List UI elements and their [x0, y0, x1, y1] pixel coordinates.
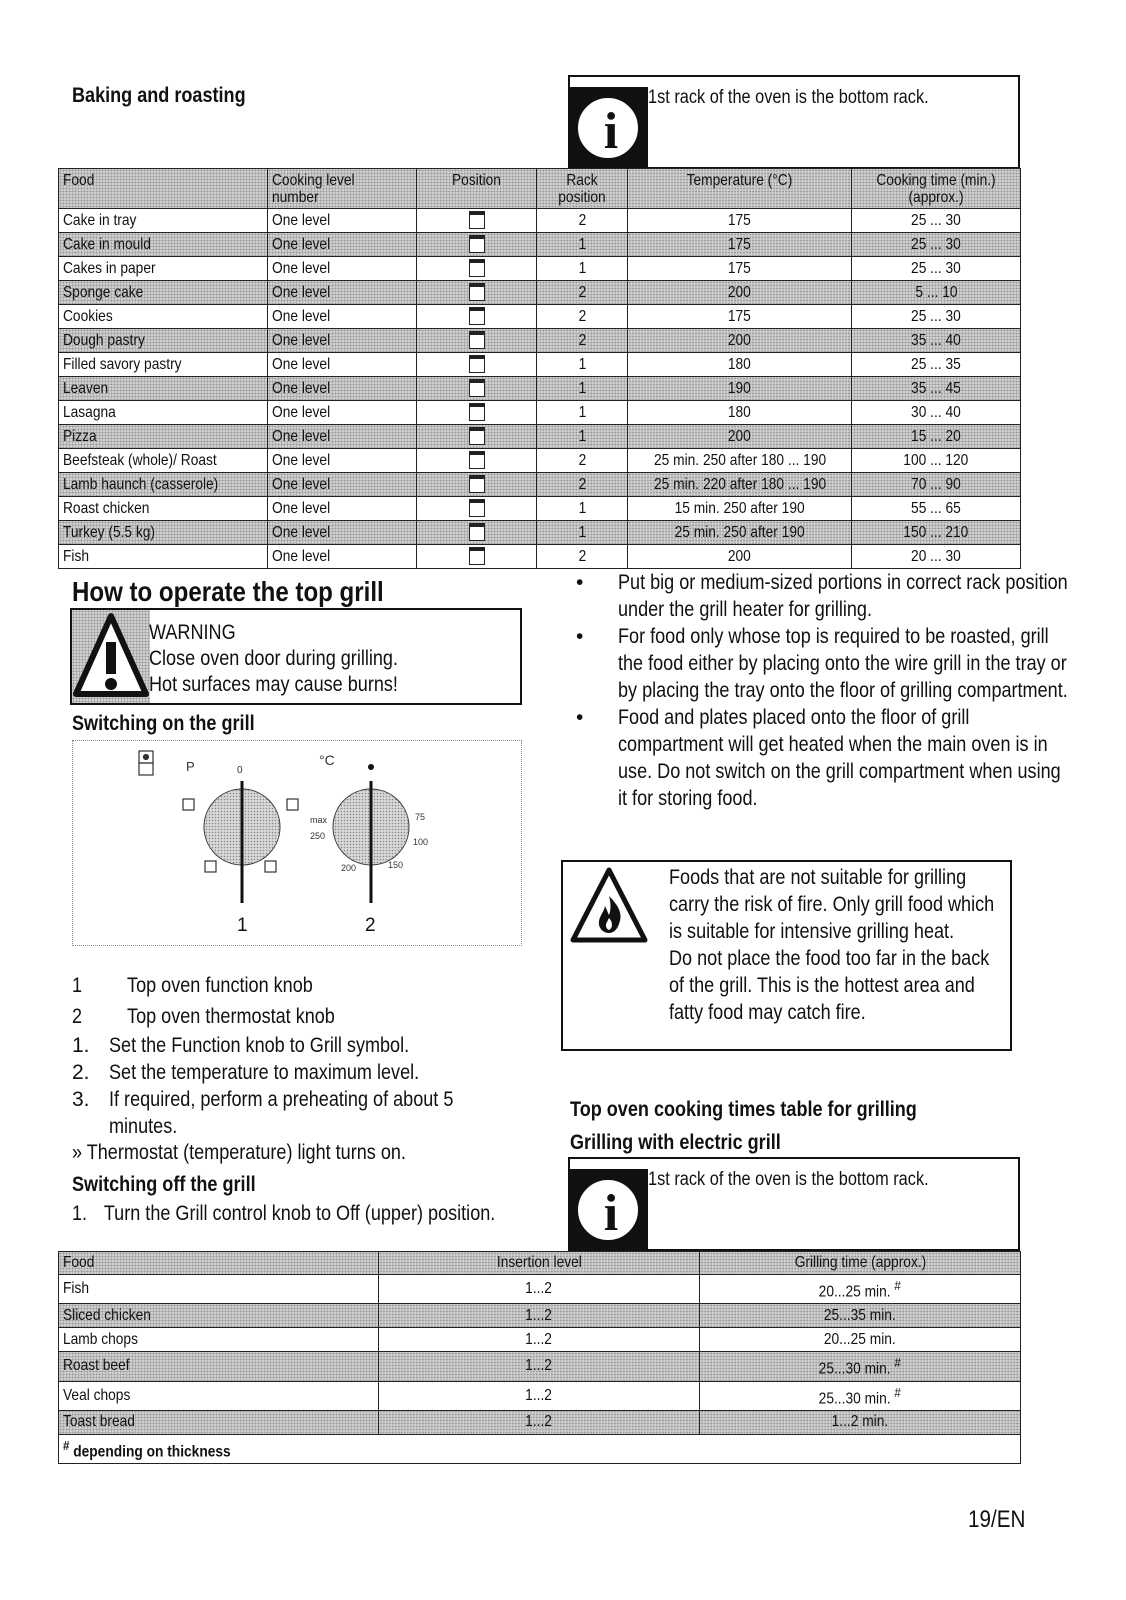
cell-time: 25...30 min. #: [700, 1352, 1021, 1381]
cell-level: One level: [267, 353, 416, 377]
switch-off-heading: Switching off the grill: [72, 1173, 256, 1196]
cell-position: [416, 425, 536, 449]
baking-heading: Baking and roasting: [72, 84, 246, 107]
oven-symbol-icon: [139, 751, 153, 775]
table-row: [59, 425, 1021, 449]
header-position: Position: [416, 169, 536, 209]
bullet-item: • Put big or medium-sized portions in correct rack position under the grill heater for grilling.: [576, 571, 1068, 621]
cell-temperature: 175: [628, 305, 852, 329]
table-row: [59, 1328, 1021, 1352]
table-row: [59, 209, 1021, 233]
label-75: 75: [415, 812, 426, 822]
cell-food: Cookies: [59, 305, 268, 329]
thermostat-knob-icon: [333, 781, 409, 903]
cell-temperature: 25 min. 250 after 190: [628, 521, 852, 545]
label-p: P: [186, 759, 195, 774]
cell-temperature: 200: [628, 425, 852, 449]
rack-position-icon: [469, 211, 485, 229]
cell-food: Sliced chicken: [59, 1304, 379, 1328]
cell-time: 25...30 min. #: [700, 1381, 1021, 1410]
footnote-row: [59, 1434, 1021, 1463]
cell-rack: 2: [537, 545, 628, 569]
cell-temperature: 180: [628, 353, 852, 377]
cell-level: One level: [267, 305, 416, 329]
table-row: [59, 1352, 1021, 1381]
cell-food: Roast beef: [59, 1352, 379, 1381]
cell-food: Roast chicken: [59, 497, 268, 521]
fire-warning-box: [561, 860, 1012, 1051]
label-200: 200: [341, 863, 357, 873]
header-food: Food: [59, 1252, 379, 1275]
warning-box: [70, 608, 522, 705]
info-text: 1st rack of the oven is the bottom rack.: [648, 87, 929, 108]
header-cooking-level: Cooking level number: [267, 169, 416, 209]
cell-level: One level: [267, 329, 416, 353]
cell-position: [416, 521, 536, 545]
rack-position-icon: [469, 523, 485, 541]
legend-item: 2 Top oven thermostat knob: [72, 1005, 335, 1028]
cell-position: [416, 281, 536, 305]
cell-rack: 2: [537, 305, 628, 329]
cell-level: One level: [267, 401, 416, 425]
cell-level: One level: [267, 377, 416, 401]
cell-temperature: 25 min. 250 after 180 ... 190: [628, 449, 852, 473]
cell-food: Pizza: [59, 425, 268, 449]
cell-rack: 1: [537, 497, 628, 521]
cell-position: [416, 209, 536, 233]
cell-position: [416, 449, 536, 473]
cell-rack: 2: [537, 449, 628, 473]
cell-level: One level: [267, 473, 416, 497]
cell-level: 1...2: [378, 1352, 700, 1381]
table-row: [59, 257, 1021, 281]
label-2: 2: [365, 915, 376, 936]
table-row: [59, 473, 1021, 497]
cell-rack: 2: [537, 329, 628, 353]
bullet-item: • Food and plates placed onto the floor of grill compartment will get heated when the main oven is in use. Do not switch on the grill compartment when using it for storing food.: [576, 706, 1061, 810]
cell-time: 35 ... 45: [851, 377, 1020, 401]
grilling-heading-2: Grilling with electric grill: [570, 1131, 781, 1154]
table-row: [59, 329, 1021, 353]
table-row: [59, 401, 1021, 425]
cell-temperature: 200: [628, 329, 852, 353]
grilling-table: [58, 1251, 1021, 1464]
header-time: Cooking time (min.) (approx.): [851, 169, 1020, 209]
cell-position: [416, 473, 536, 497]
cell-time: 30 ... 40: [851, 401, 1020, 425]
dot-icon: [368, 764, 374, 770]
cell-level: 1...2: [378, 1304, 700, 1328]
cell-time: 1...2 min.: [700, 1410, 1021, 1434]
table-header-row: [59, 169, 1021, 209]
cell-food: Toast bread: [59, 1410, 379, 1434]
off-step: 1. Turn the Grill control knob to Off (upper) position.: [72, 1202, 496, 1225]
cell-rack: 1: [537, 521, 628, 545]
cell-temperature: 180: [628, 401, 852, 425]
label-deg: °C: [319, 752, 335, 768]
cell-time: 150 ... 210: [851, 521, 1020, 545]
label-max: max: [310, 815, 328, 825]
cell-time: 20...25 min. #: [700, 1275, 1021, 1304]
header-level: Insertion level: [378, 1252, 700, 1275]
cell-food: Turkey (5.5 kg): [59, 521, 268, 545]
cell-time: 70 ... 90: [851, 473, 1020, 497]
cell-rack: 1: [537, 353, 628, 377]
cell-temperature: 200: [628, 281, 852, 305]
cell-level: One level: [267, 449, 416, 473]
cell-rack: 1: [537, 377, 628, 401]
rack-position-icon: [469, 451, 485, 469]
rack-position-icon: [469, 427, 485, 445]
grilling-heading-1: Top oven cooking times table for grilling: [570, 1098, 917, 1121]
table-row: [59, 1275, 1021, 1304]
step-item: 1. Set the Function knob to Grill symbol.: [72, 1034, 410, 1057]
cell-rack: 2: [537, 209, 628, 233]
rack-position-icon: [469, 283, 485, 301]
cell-food: Leaven: [59, 377, 268, 401]
grill-heading: How to operate the top grill: [72, 576, 384, 607]
cell-rack: 1: [537, 257, 628, 281]
cell-position: [416, 233, 536, 257]
cell-time: 25 ... 30: [851, 209, 1020, 233]
cell-temperature: 175: [628, 209, 852, 233]
cell-time: 35 ... 40: [851, 329, 1020, 353]
table-row: [59, 353, 1021, 377]
table-row: [59, 449, 1021, 473]
cell-temperature: 25 min. 220 after 180 ... 190: [628, 473, 852, 497]
cell-food: Cake in tray: [59, 209, 268, 233]
warning-icon: [72, 610, 150, 703]
rack-position-icon: [469, 259, 485, 277]
table-row: [59, 545, 1021, 569]
cell-rack: 1: [537, 233, 628, 257]
footnote: # depending on thickness: [59, 1434, 1021, 1463]
info-text: 1st rack of the oven is the bottom rack.: [648, 1169, 929, 1190]
cell-food: Fish: [59, 1275, 379, 1304]
cell-level: 1...2: [378, 1410, 700, 1434]
result-text: » Thermostat (temperature) light turns on.: [72, 1141, 406, 1164]
rack-position-icon: [469, 331, 485, 349]
info-icon: i: [570, 1169, 648, 1253]
table-row: [59, 1304, 1021, 1328]
cell-level: One level: [267, 545, 416, 569]
rack-position-icon: [469, 355, 485, 373]
cell-food: Lasagna: [59, 401, 268, 425]
cell-time: 55 ... 65: [851, 497, 1020, 521]
label-100: 100: [413, 837, 429, 847]
cell-food: Dough pastry: [59, 329, 268, 353]
cell-food: Veal chops: [59, 1381, 379, 1410]
header-food: Food: [59, 169, 268, 209]
cell-level: One level: [267, 281, 416, 305]
cell-time: 25 ... 30: [851, 233, 1020, 257]
function-knob-icon: [204, 781, 280, 903]
label-1: 1: [237, 915, 248, 936]
table-row: [59, 233, 1021, 257]
cell-food: Fish: [59, 545, 268, 569]
cell-position: [416, 377, 536, 401]
cell-time: 25...35 min.: [700, 1304, 1021, 1328]
grill-tips-list: [572, 569, 1072, 812]
info-box-baking: [568, 75, 1020, 169]
control-panel-diagram: [72, 740, 522, 946]
bullet-item: • For food only whose top is required to be roasted, grill the food either by placing onto the wire grill in the tray or by placing the tray onto the floor of grilling compartment.: [576, 625, 1068, 702]
cell-level: One level: [267, 521, 416, 545]
label-zero: 0: [237, 765, 243, 776]
step-list: [72, 1032, 532, 1140]
cell-time: 100 ... 120: [851, 449, 1020, 473]
table-row: [59, 521, 1021, 545]
cell-temperature: 175: [628, 233, 852, 257]
table-row: [59, 497, 1021, 521]
cell-temperature: 175: [628, 257, 852, 281]
cell-level: 1...2: [378, 1381, 700, 1410]
cell-level: One level: [267, 233, 416, 257]
cell-time: 15 ... 20: [851, 425, 1020, 449]
cell-rack: 1: [537, 401, 628, 425]
warning-text: WARNING Close oven door during grilling. Hot surfaces may cause burns!: [149, 621, 398, 696]
cell-position: [416, 353, 536, 377]
header-rack: Rack position: [537, 169, 628, 209]
cell-level: One level: [267, 257, 416, 281]
rack-position-icon: [469, 499, 485, 517]
cell-level: 1...2: [378, 1275, 700, 1304]
rack-position-icon: [469, 547, 485, 565]
cell-food: Lamb chops: [59, 1328, 379, 1352]
cell-level: One level: [267, 209, 416, 233]
cell-time: 20...25 min.: [700, 1328, 1021, 1352]
cell-position: [416, 257, 536, 281]
cell-level: 1...2: [378, 1328, 700, 1352]
cell-food: Beefsteak (whole)/ Roast: [59, 449, 268, 473]
cell-food: Lamb haunch (casserole): [59, 473, 268, 497]
cell-temperature: 200: [628, 545, 852, 569]
cell-level: One level: [267, 497, 416, 521]
label-150: 150: [388, 860, 404, 870]
table-row: [59, 1410, 1021, 1434]
cell-rack: 2: [537, 473, 628, 497]
step-item: 2. Set the temperature to maximum level.: [72, 1061, 420, 1084]
table-row: [59, 281, 1021, 305]
cell-position: [416, 401, 536, 425]
cell-food: Filled savory pastry: [59, 353, 268, 377]
cell-time: 25 ... 35: [851, 353, 1020, 377]
header-time: Grilling time (approx.): [700, 1252, 1021, 1275]
cell-level: One level: [267, 425, 416, 449]
table-row: [59, 377, 1021, 401]
table-row: [59, 1381, 1021, 1410]
legend-item: 1 Top oven function knob: [72, 974, 313, 997]
step-item: 3. If required, perform a preheating of about 5 minutes.: [72, 1088, 454, 1138]
table-row: [59, 305, 1021, 329]
cell-time: 25 ... 30: [851, 305, 1020, 329]
cell-position: [416, 497, 536, 521]
info-box-grilling: [568, 1157, 1020, 1251]
cell-time: 25 ... 30: [851, 257, 1020, 281]
cell-temperature: 15 min. 250 after 190: [628, 497, 852, 521]
cell-rack: 2: [537, 281, 628, 305]
rack-position-icon: [469, 475, 485, 493]
cell-time: 5 ... 10: [851, 281, 1020, 305]
cell-food: Cakes in paper: [59, 257, 268, 281]
fire-warning-icon: [569, 866, 649, 946]
header-temperature: Temperature (°C): [628, 169, 852, 209]
cell-position: [416, 545, 536, 569]
cell-food: Cake in mould: [59, 233, 268, 257]
info-icon: i: [570, 87, 648, 171]
label-250: 250: [310, 831, 326, 841]
cell-position: [416, 305, 536, 329]
knob-legend: [72, 970, 532, 1032]
rack-position-icon: [469, 307, 485, 325]
fire-warning-text: Foods that are not suitable for grilling carry the risk of fire. Only grill food which is suitable for intensive grilling heat. Do not place the food too far in the back of the grill. This is the hottest area and fatty food may catch fire.: [669, 866, 995, 1024]
table-header-row: [59, 1252, 1021, 1275]
page-number: 19/EN: [968, 1506, 1026, 1533]
rack-position-icon: [469, 379, 485, 397]
cell-temperature: 190: [628, 377, 852, 401]
cell-rack: 1: [537, 425, 628, 449]
cell-position: [416, 329, 536, 353]
switch-on-heading: Switching on the grill: [72, 712, 255, 735]
cell-time: 20 ... 30: [851, 545, 1020, 569]
baking-table: [58, 168, 1021, 569]
rack-position-icon: [469, 403, 485, 421]
cell-food: Sponge cake: [59, 281, 268, 305]
rack-position-icon: [469, 235, 485, 253]
